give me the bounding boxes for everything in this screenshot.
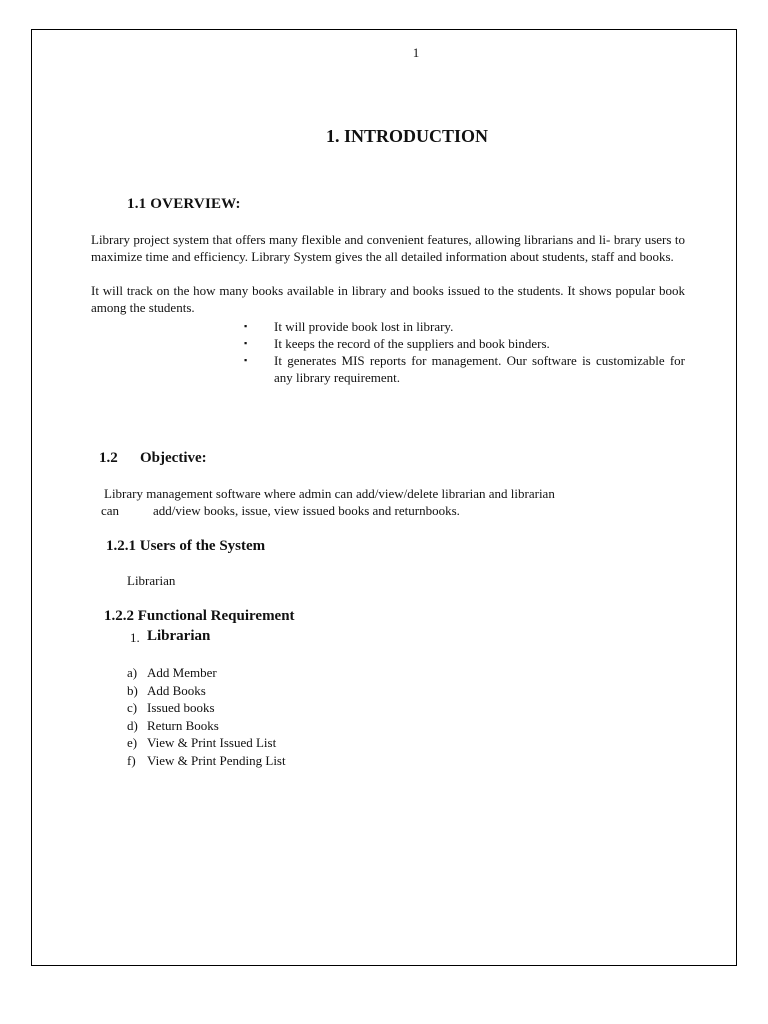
bullet-text: It generates MIS reports for management. Our software is customizable for any library requirement.	[274, 353, 685, 385]
bullet-icon: ▪	[244, 338, 248, 348]
overview-paragraph-1: Library project system that offers many flexible and convenient features, allowing librarians and li- brary users to maximize time and efficiency. Library System gives the all detailed information about students, staff and books.	[91, 232, 685, 264]
page-number: 1	[412, 45, 420, 60]
objective-line-2-start: can	[101, 503, 120, 518]
objective-heading: Objective:	[140, 450, 207, 466]
list-marker: e)	[127, 735, 138, 751]
list-label: Return Books	[147, 717, 219, 733]
objective-number: 1.2	[99, 450, 118, 466]
bullet-text: It keeps the record of the suppliers and book binders.	[274, 336, 550, 351]
list-label: Issued books	[147, 700, 215, 716]
list-item	[127, 752, 286, 770]
list-marker: b)	[127, 682, 138, 698]
bullet-item	[244, 352, 685, 386]
list-marker: a)	[127, 665, 138, 680]
list-marker: f)	[127, 752, 136, 768]
list-item	[127, 734, 286, 752]
list-item	[127, 717, 286, 735]
list-marker: d)	[127, 717, 138, 733]
objective-line-1: Library management software where admin can add/view/delete librarian and librarian	[104, 486, 555, 501]
list-label: View & Print Issued List	[147, 735, 277, 751]
bullet-icon: ▪	[244, 321, 248, 331]
requirement-list	[127, 664, 286, 770]
overview-heading: 1.1 OVERVIEW:	[127, 196, 241, 212]
users-heading: 1.2.1 Users of the System	[106, 538, 266, 554]
list-label: Add Books	[147, 682, 206, 698]
list-label: Add Member	[147, 665, 217, 680]
chapter-title: 1. INTRODUCTION	[325, 126, 489, 146]
overview-paragraph-2: It will track on the how many books available in library and books issued to the students. It shows popular book among the students.	[91, 283, 685, 315]
role-heading: Librarian	[147, 628, 211, 644]
users-value: Librarian	[127, 573, 176, 588]
list-item	[127, 699, 286, 717]
list-marker: c)	[127, 700, 138, 716]
list-label: View & Print Pending List	[147, 752, 286, 768]
overview-bullet-list	[244, 318, 685, 386]
bullet-icon: ▪	[244, 355, 248, 365]
bullet-item	[244, 318, 685, 335]
role-marker: 1.	[130, 630, 140, 645]
list-item	[127, 664, 286, 682]
list-item	[127, 682, 286, 700]
bullet-item	[244, 335, 685, 352]
functional-heading: 1.2.2 Functional Requirement	[104, 608, 295, 624]
objective-line-2-rest: add/view books, issue, view issued books and returnbooks.	[153, 503, 460, 518]
bullet-text: It will provide book lost in library.	[274, 319, 454, 334]
